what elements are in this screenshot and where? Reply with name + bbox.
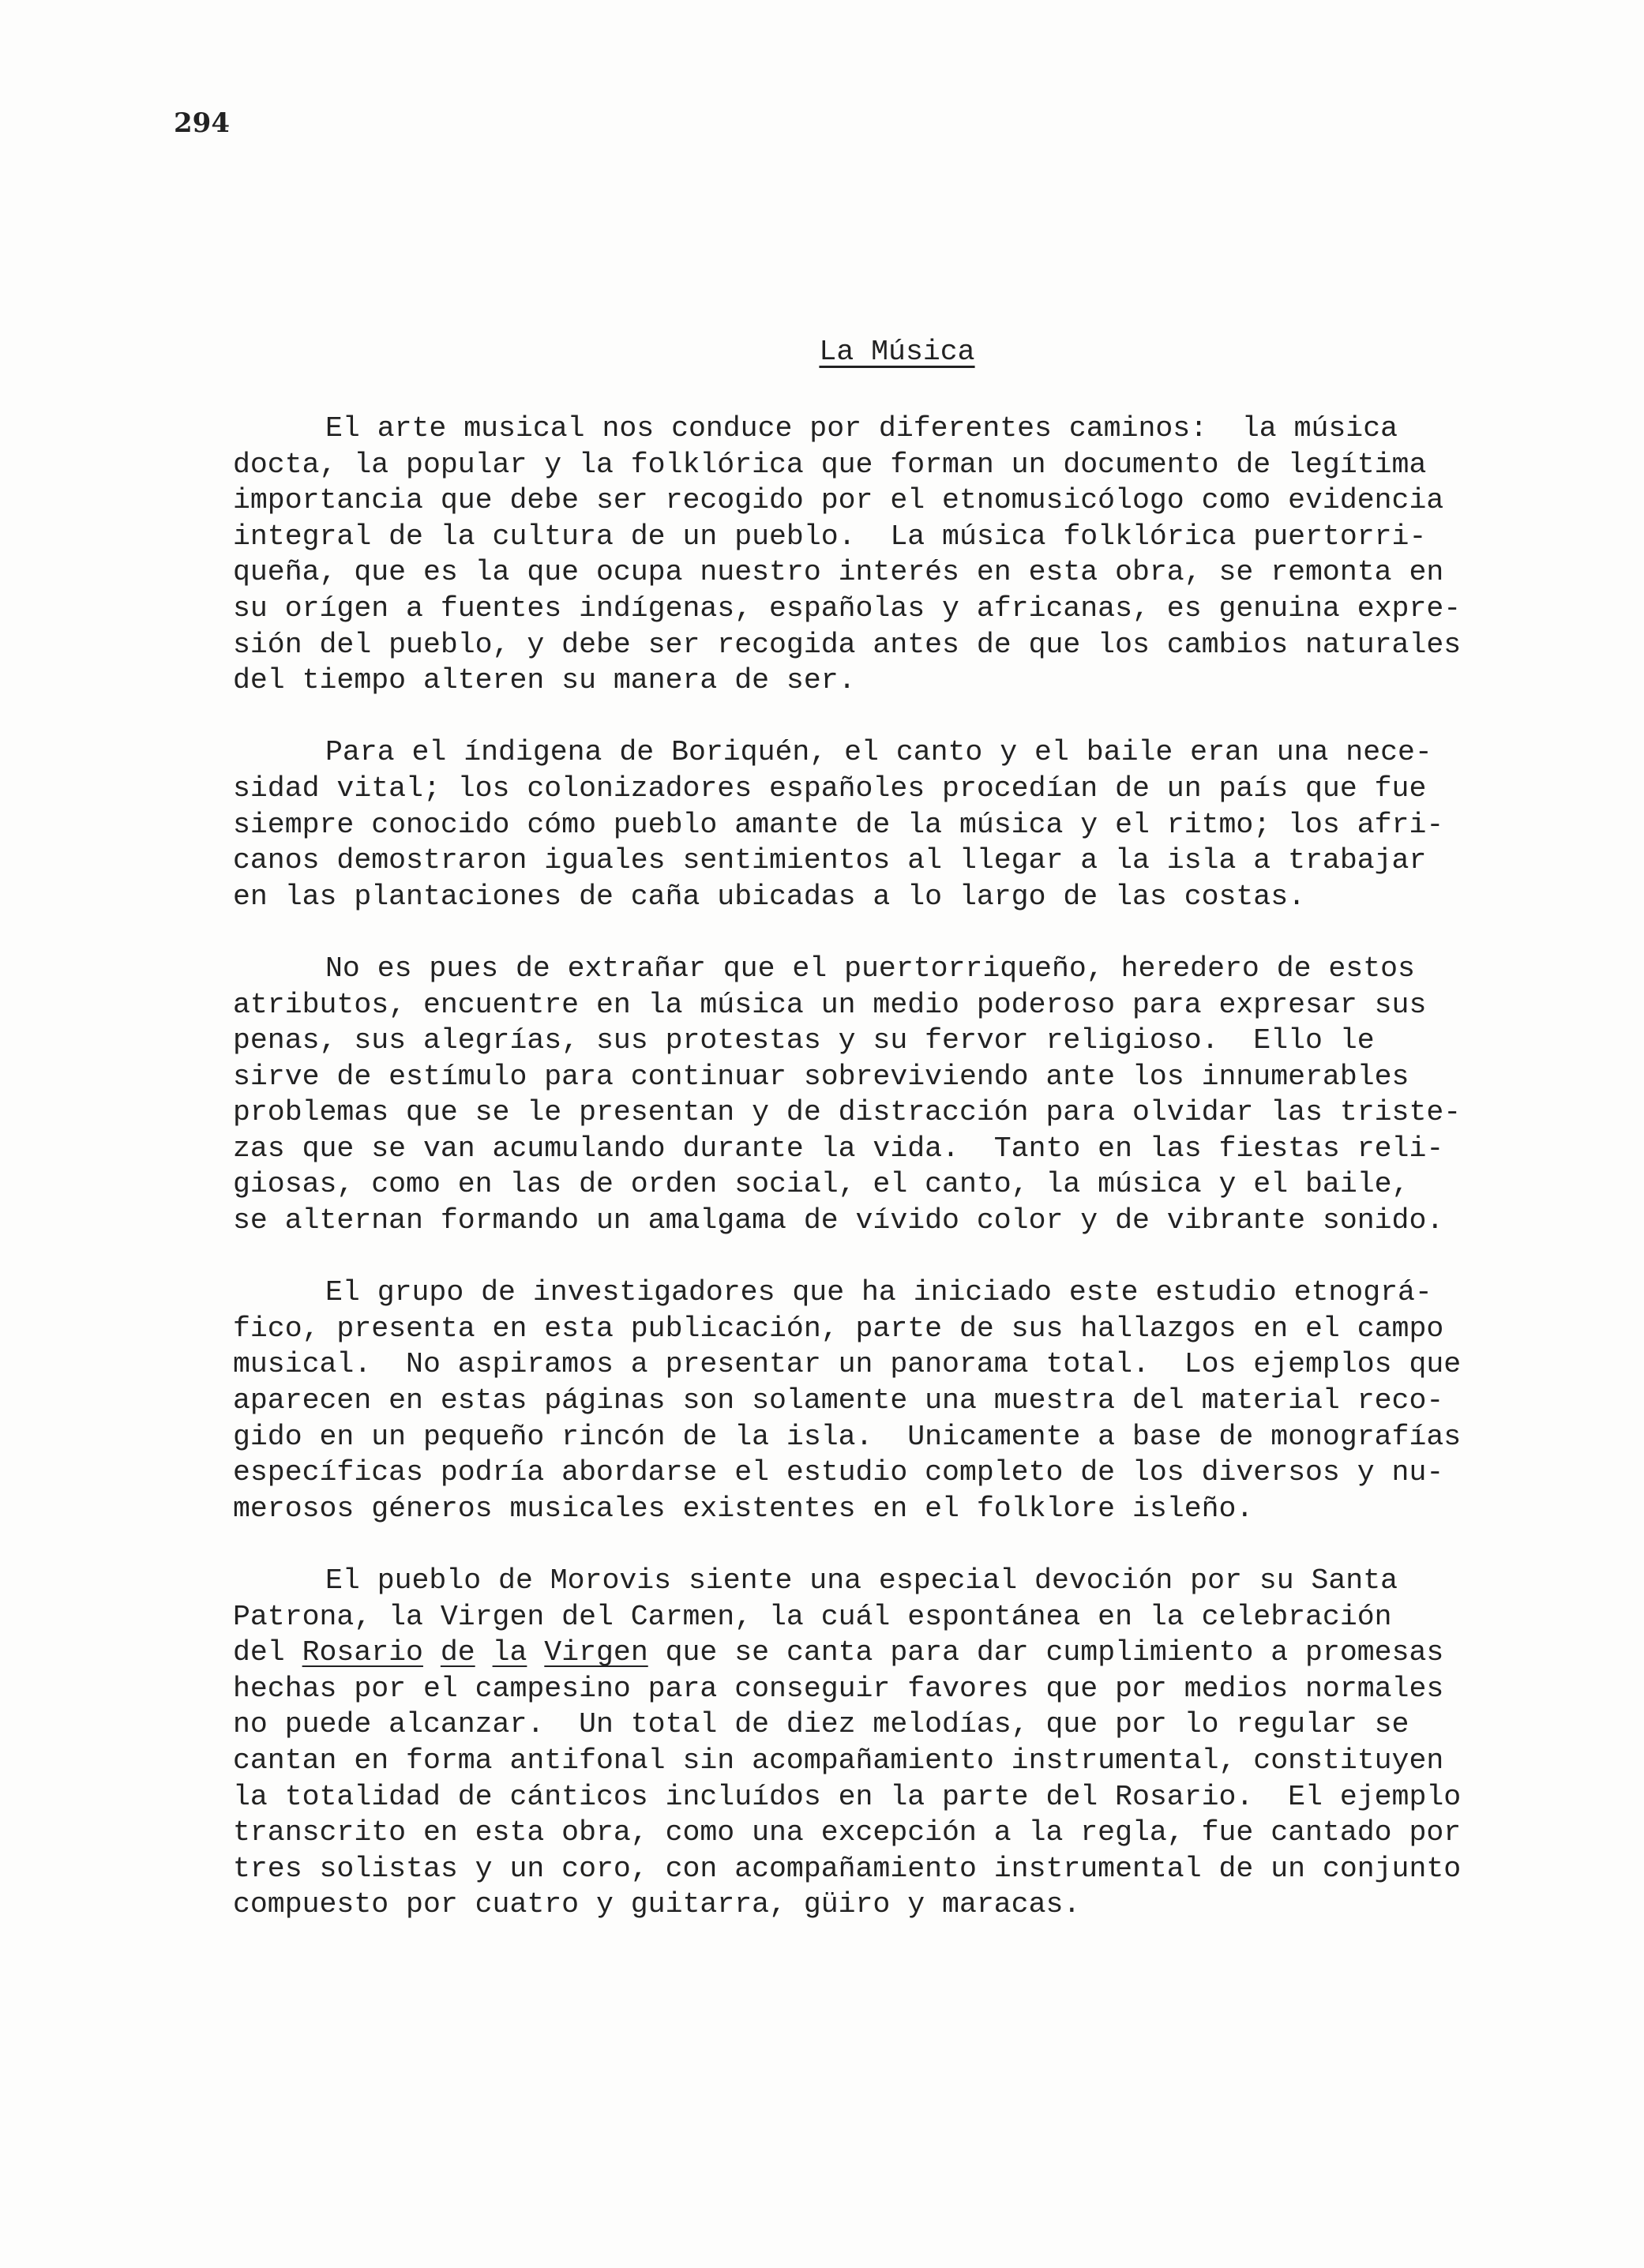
text-line: El pueblo de Morovis siente una especial devoción por su Santa: [325, 1564, 1398, 1597]
text-line: tres solistas y un coro, con acompañamiento instrumental de un conjunto: [233, 1852, 1462, 1885]
text-line: se alternan formando un amalgama de vívido color y de vibrante sonido.: [233, 1204, 1444, 1237]
underlined-word: Virgen: [544, 1636, 648, 1669]
underlined-word: la: [492, 1636, 527, 1669]
text-line: transcrito en esta obra, como una excepción a la regla, fue cantado por: [233, 1816, 1462, 1849]
paragraph: [233, 734, 1496, 914]
paragraph: [233, 1563, 1496, 1923]
text-line: compuesto por cuatro y guitarra, güiro y maracas.: [233, 1888, 1081, 1921]
section-title-text: La Música: [819, 336, 975, 368]
text-line: musical. No aspiramos a presentar un panorama total. Los ejemplos que: [233, 1348, 1462, 1381]
paragraph: [233, 411, 1496, 699]
text-line: siempre conocido cómo pueblo amante de la música y el ritmo; los afri-: [233, 808, 1444, 841]
paragraph: [233, 951, 1496, 1239]
underlined-word: de: [440, 1636, 475, 1669]
text-line: específicas podría abordarse el estudio completo de los diversos y nu-: [233, 1456, 1444, 1489]
text-line: integral de la cultura de un pueblo. La música folklórica puertorri-: [233, 520, 1427, 553]
paragraph: [233, 1275, 1496, 1526]
text-line: no puede alcanzar. Un total de diez melodías, que por lo regular se: [233, 1708, 1409, 1741]
text-line: sirve de estímulo para continuar sobreviviendo ante los innumerables: [233, 1060, 1409, 1093]
text-line: zas que se van acumulando durante la vida. Tanto en las fiestas reli-: [233, 1132, 1444, 1165]
text-line: Patrona, la Virgen del Carmen, la cuál espontánea en la celebración: [233, 1600, 1392, 1633]
text-line: El arte musical nos conduce por diferentes caminos: la música: [325, 412, 1398, 445]
text-line: No es pues de extrañar que el puertorriqueño, heredero de estos: [325, 952, 1415, 985]
text-line: canos demostraron iguales sentimientos al llegar a la isla a trabajar: [233, 844, 1427, 877]
text-line: en las plantaciones de caña ubicadas a lo largo de las costas.: [233, 880, 1306, 913]
body-text: [233, 411, 1496, 1959]
text-line: del Rosario de la Virgen que se canta para dar cumplimiento a promesas: [233, 1636, 1444, 1669]
text-line: fico, presenta en esta publicación, parte de sus hallazgos en el campo: [233, 1312, 1444, 1345]
text-line: aparecen en estas páginas son solamente una muestra del material reco-: [233, 1384, 1444, 1418]
text-line: hechas por el campesino para conseguir favores que por medios normales: [233, 1672, 1444, 1705]
text-line: El grupo de investigadores que ha iniciado este estudio etnográ-: [325, 1276, 1432, 1309]
text-line: sidad vital; los colonizadores españoles procedían de un país que fue: [233, 772, 1427, 805]
text-line: del tiempo alteren su manera de ser.: [233, 664, 856, 697]
text-line: queña, que es la que ocupa nuestro interés en esta obra, se remonta en: [233, 556, 1444, 589]
text-line: cantan en forma antifonal sin acompañamiento instrumental, constituyen: [233, 1744, 1444, 1777]
text-line: penas, sus alegrías, sus protestas y su fervor religioso. Ello le: [233, 1024, 1375, 1057]
section-title: [75, 336, 1644, 368]
text-line: docta, la popular y la folklórica que forman un documento de legítima: [233, 448, 1427, 481]
text-line: importancia que debe ser recogido por el etnomusicólogo como evidencia: [233, 484, 1444, 517]
text-line: su orígen a fuentes indígenas, españolas y africanas, es genuina expre-: [233, 591, 1462, 625]
text-line: la totalidad de cánticos incluídos en la parte del Rosario. El ejemplo: [233, 1780, 1462, 1813]
text-line: problemas que se le presentan y de distracción para olvidar las triste-: [233, 1096, 1462, 1129]
text-line: gido en un pequeño rincón de la isla. Unicamente a base de monografías: [233, 1420, 1462, 1453]
text-line: atributos, encuentre en la música un medio poderoso para expresar sus: [233, 988, 1427, 1021]
text-line: Para el índigena de Boriquén, el canto y el baile eran una nece-: [325, 736, 1432, 769]
page-number: 294: [174, 107, 230, 139]
underlined-word: Rosario: [302, 1636, 423, 1669]
text-line: merosos géneros musicales existentes en el folklore isleño.: [233, 1492, 1254, 1525]
text-line: sión del pueblo, y debe ser recogida antes de que los cambios naturales: [233, 628, 1462, 661]
text-line: giosas, como en las de orden social, el canto, la música y el baile,: [233, 1168, 1409, 1201]
